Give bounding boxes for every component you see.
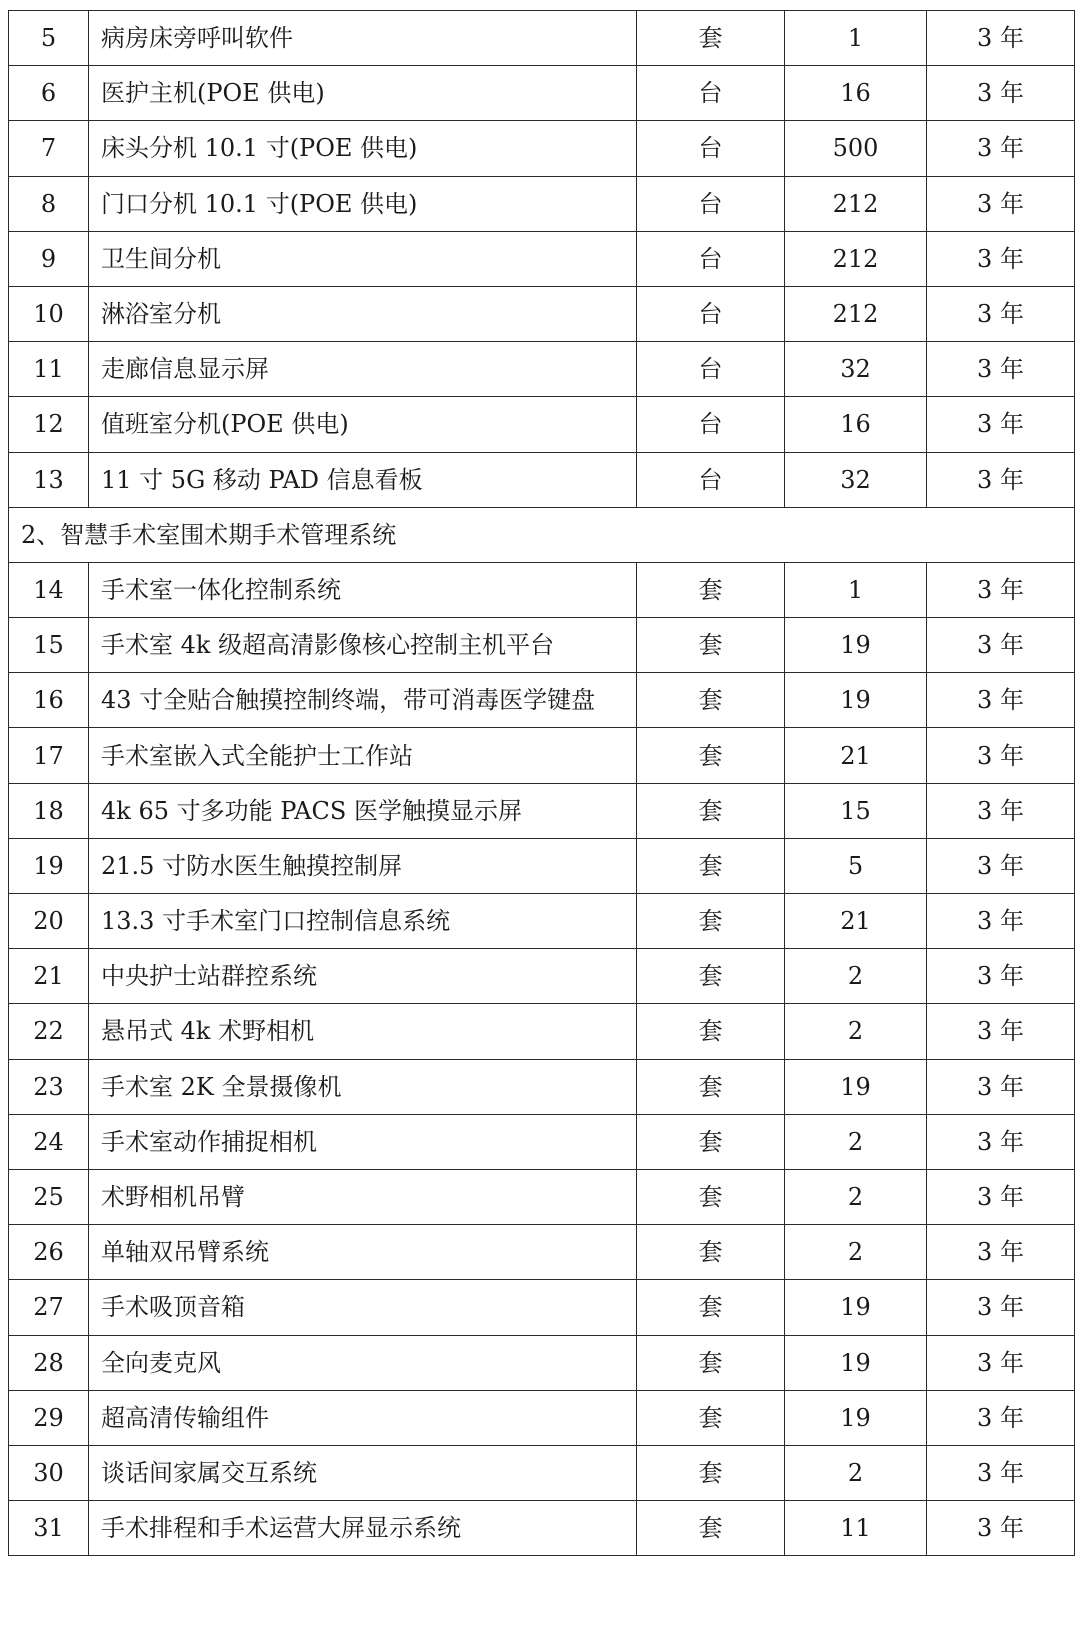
item-term: 3 年 — [927, 1280, 1075, 1335]
item-term: 3 年 — [927, 1445, 1075, 1500]
item-unit: 台 — [637, 121, 785, 176]
item-unit: 套 — [637, 1169, 785, 1224]
table-row — [9, 231, 1075, 286]
item-unit: 套 — [637, 1225, 785, 1280]
item-number: 17 — [9, 728, 89, 783]
item-name: 11 寸 5G 移动 PAD 信息看板 — [89, 452, 637, 507]
item-unit: 台 — [637, 397, 785, 452]
item-name: 21.5 寸防水医生触摸控制屏 — [89, 838, 637, 893]
table-row — [9, 618, 1075, 673]
item-term: 3 年 — [927, 1390, 1075, 1445]
item-quantity: 5 — [785, 838, 927, 893]
item-number: 5 — [9, 11, 89, 66]
item-name: 床头分机 10.1 寸(POE 供电) — [89, 121, 637, 176]
table-row — [9, 1114, 1075, 1169]
item-unit: 套 — [637, 1004, 785, 1059]
item-quantity: 11 — [785, 1501, 927, 1556]
item-term: 3 年 — [927, 342, 1075, 397]
item-name: 术野相机吊臂 — [89, 1169, 637, 1224]
item-number: 29 — [9, 1390, 89, 1445]
item-quantity: 21 — [785, 894, 927, 949]
item-name: 医护主机(POE 供电) — [89, 66, 637, 121]
table-row — [9, 121, 1075, 176]
item-number: 24 — [9, 1114, 89, 1169]
item-name: 手术室 2K 全景摄像机 — [89, 1059, 637, 1114]
item-quantity: 19 — [785, 1059, 927, 1114]
item-unit: 套 — [637, 562, 785, 617]
item-term: 3 年 — [927, 66, 1075, 121]
item-term: 3 年 — [927, 949, 1075, 1004]
item-number: 31 — [9, 1501, 89, 1556]
item-term: 3 年 — [927, 1059, 1075, 1114]
table-row — [9, 452, 1075, 507]
item-unit: 套 — [637, 894, 785, 949]
table-row — [9, 562, 1075, 617]
table-row — [9, 1501, 1075, 1556]
item-quantity: 212 — [785, 176, 927, 231]
item-term: 3 年 — [927, 397, 1075, 452]
item-unit: 套 — [637, 1280, 785, 1335]
item-term: 3 年 — [927, 1335, 1075, 1390]
item-unit: 台 — [637, 452, 785, 507]
item-name: 卫生间分机 — [89, 231, 637, 286]
item-quantity: 19 — [785, 673, 927, 728]
item-name: 门口分机 10.1 寸(POE 供电) — [89, 176, 637, 231]
item-number: 16 — [9, 673, 89, 728]
item-number: 14 — [9, 562, 89, 617]
item-term: 3 年 — [927, 1004, 1075, 1059]
item-quantity: 2 — [785, 1445, 927, 1500]
item-name: 13.3 寸手术室门口控制信息系统 — [89, 894, 637, 949]
item-unit: 台 — [637, 342, 785, 397]
table-row — [9, 1335, 1075, 1390]
item-term: 3 年 — [927, 838, 1075, 893]
item-number: 27 — [9, 1280, 89, 1335]
item-term: 3 年 — [927, 562, 1075, 617]
item-name: 谈话间家属交互系统 — [89, 1445, 637, 1500]
item-name: 手术室 4k 级超高清影像核心控制主机平台 — [89, 618, 637, 673]
table-row — [9, 728, 1075, 783]
section-header-row — [9, 507, 1075, 562]
item-number: 18 — [9, 783, 89, 838]
item-name: 病房床旁呼叫软件 — [89, 11, 637, 66]
item-number: 20 — [9, 894, 89, 949]
table-row — [9, 397, 1075, 452]
item-unit: 套 — [637, 1390, 785, 1445]
item-number: 7 — [9, 121, 89, 176]
item-quantity: 2 — [785, 1114, 927, 1169]
item-quantity: 1 — [785, 11, 927, 66]
equipment-table-body — [9, 11, 1075, 1556]
item-unit: 台 — [637, 286, 785, 341]
item-term: 3 年 — [927, 728, 1075, 783]
item-quantity: 19 — [785, 618, 927, 673]
item-quantity: 32 — [785, 452, 927, 507]
item-term: 3 年 — [927, 1225, 1075, 1280]
item-number: 19 — [9, 838, 89, 893]
table-row — [9, 783, 1075, 838]
table-row — [9, 949, 1075, 1004]
item-number: 6 — [9, 66, 89, 121]
item-term: 3 年 — [927, 452, 1075, 507]
item-name: 淋浴室分机 — [89, 286, 637, 341]
item-number: 10 — [9, 286, 89, 341]
item-name: 手术室一体化控制系统 — [89, 562, 637, 617]
item-number: 8 — [9, 176, 89, 231]
item-number: 28 — [9, 1335, 89, 1390]
item-term: 3 年 — [927, 673, 1075, 728]
table-row — [9, 1225, 1075, 1280]
item-unit: 套 — [637, 838, 785, 893]
table-row — [9, 66, 1075, 121]
item-unit: 台 — [637, 176, 785, 231]
item-number: 11 — [9, 342, 89, 397]
item-quantity: 19 — [785, 1335, 927, 1390]
table-row — [9, 673, 1075, 728]
item-quantity: 16 — [785, 66, 927, 121]
item-name: 4k 65 寸多功能 PACS 医学触摸显示屏 — [89, 783, 637, 838]
item-number: 13 — [9, 452, 89, 507]
item-term: 3 年 — [927, 1169, 1075, 1224]
item-name: 手术排程和手术运营大屏显示系统 — [89, 1501, 637, 1556]
item-quantity: 2 — [785, 1225, 927, 1280]
item-number: 22 — [9, 1004, 89, 1059]
item-term: 3 年 — [927, 231, 1075, 286]
item-quantity: 15 — [785, 783, 927, 838]
item-quantity: 32 — [785, 342, 927, 397]
item-term: 3 年 — [927, 894, 1075, 949]
item-name: 超高清传输组件 — [89, 1390, 637, 1445]
item-number: 9 — [9, 231, 89, 286]
item-unit: 台 — [637, 66, 785, 121]
item-number: 25 — [9, 1169, 89, 1224]
item-number: 23 — [9, 1059, 89, 1114]
item-quantity: 500 — [785, 121, 927, 176]
item-term: 3 年 — [927, 11, 1075, 66]
section-title: 2、智慧手术室围术期手术管理系统 — [9, 507, 1075, 562]
item-name: 走廊信息显示屏 — [89, 342, 637, 397]
item-quantity: 2 — [785, 1004, 927, 1059]
item-name: 单轴双吊臂系统 — [89, 1225, 637, 1280]
item-unit: 台 — [637, 231, 785, 286]
item-quantity: 19 — [785, 1280, 927, 1335]
equipment-table — [8, 10, 1075, 1556]
item-term: 3 年 — [927, 121, 1075, 176]
item-name: 手术吸顶音箱 — [89, 1280, 637, 1335]
item-quantity: 21 — [785, 728, 927, 783]
table-row — [9, 894, 1075, 949]
item-term: 3 年 — [927, 1114, 1075, 1169]
item-unit: 套 — [637, 728, 785, 783]
item-name: 手术室动作捕捉相机 — [89, 1114, 637, 1169]
table-row — [9, 176, 1075, 231]
item-name: 全向麦克风 — [89, 1335, 637, 1390]
item-name: 43 寸全贴合触摸控制终端，带可消毒医学键盘 — [89, 673, 637, 728]
item-quantity: 1 — [785, 562, 927, 617]
table-row — [9, 838, 1075, 893]
item-number: 30 — [9, 1445, 89, 1500]
item-number: 12 — [9, 397, 89, 452]
item-unit: 套 — [637, 1059, 785, 1114]
item-unit: 套 — [637, 11, 785, 66]
table-row — [9, 342, 1075, 397]
item-unit: 套 — [637, 618, 785, 673]
equipment-list-document — [8, 10, 1074, 1556]
item-number: 21 — [9, 949, 89, 1004]
table-row — [9, 1169, 1075, 1224]
table-row — [9, 1059, 1075, 1114]
item-unit: 套 — [637, 949, 785, 1004]
item-quantity: 212 — [785, 286, 927, 341]
item-term: 3 年 — [927, 1501, 1075, 1556]
item-quantity: 2 — [785, 1169, 927, 1224]
table-row — [9, 11, 1075, 66]
table-row — [9, 286, 1075, 341]
item-unit: 套 — [637, 673, 785, 728]
item-term: 3 年 — [927, 783, 1075, 838]
item-unit: 套 — [637, 783, 785, 838]
table-row — [9, 1445, 1075, 1500]
item-term: 3 年 — [927, 176, 1075, 231]
item-unit: 套 — [637, 1335, 785, 1390]
item-term: 3 年 — [927, 286, 1075, 341]
item-name: 值班室分机(POE 供电) — [89, 397, 637, 452]
item-unit: 套 — [637, 1501, 785, 1556]
item-unit: 套 — [637, 1445, 785, 1500]
item-quantity: 16 — [785, 397, 927, 452]
item-unit: 套 — [637, 1114, 785, 1169]
item-quantity: 212 — [785, 231, 927, 286]
item-quantity: 19 — [785, 1390, 927, 1445]
item-term: 3 年 — [927, 618, 1075, 673]
item-name: 中央护士站群控系统 — [89, 949, 637, 1004]
table-row — [9, 1004, 1075, 1059]
item-name: 手术室嵌入式全能护士工作站 — [89, 728, 637, 783]
item-number: 26 — [9, 1225, 89, 1280]
item-quantity: 2 — [785, 949, 927, 1004]
item-number: 15 — [9, 618, 89, 673]
table-row — [9, 1280, 1075, 1335]
table-row — [9, 1390, 1075, 1445]
item-name: 悬吊式 4k 术野相机 — [89, 1004, 637, 1059]
